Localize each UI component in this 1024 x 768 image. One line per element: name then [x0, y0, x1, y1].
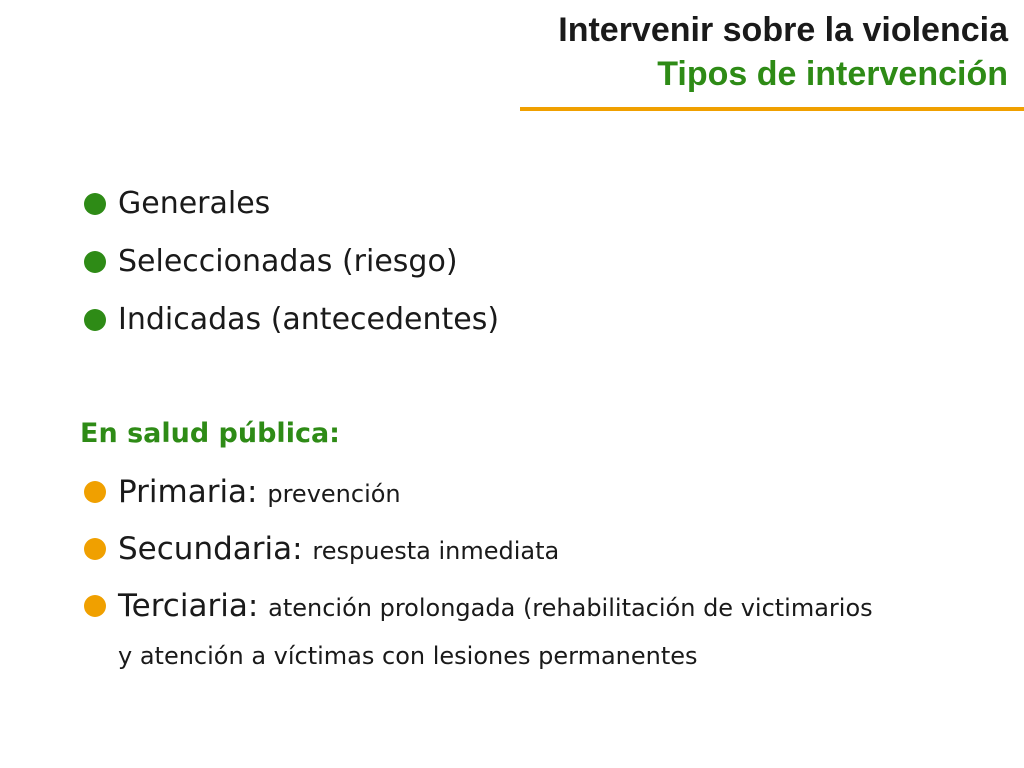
title-sub: Tipos de intervención: [657, 55, 1008, 93]
item-detail: respuesta inmediata: [312, 537, 560, 565]
slide-title: [558, 8, 1008, 96]
orange-bullet-icon: [84, 481, 106, 503]
title-underline: [520, 107, 1024, 111]
list-item-text: [118, 588, 873, 626]
list-item-continuation: y atención a víctimas con lesiones permanentes: [118, 642, 698, 670]
item-detail: prevención: [267, 480, 401, 508]
green-bullet-icon: [84, 251, 106, 273]
orange-bullet-icon: [84, 538, 106, 560]
list-item-text: [118, 531, 559, 569]
green-bullet-icon: [84, 309, 106, 331]
green-bullet-icon: [84, 193, 106, 215]
section-heading: En salud pública:: [80, 418, 340, 449]
item-term: Secundaria:: [118, 531, 303, 567]
list-item-label: Generales: [118, 186, 271, 221]
orange-bullet-icon: [84, 595, 106, 617]
item-detail: atención prolongada (rehabilitación de victimarios: [268, 594, 873, 622]
list-item-text: [118, 474, 401, 512]
list-item-label: Indicadas (antecedentes): [118, 302, 500, 337]
list-item-label: Seleccionadas (riesgo): [118, 244, 458, 279]
item-term: Primaria:: [118, 474, 258, 510]
item-term: Terciaria:: [118, 588, 259, 624]
title-main: Intervenir sobre la violencia: [558, 11, 1008, 49]
